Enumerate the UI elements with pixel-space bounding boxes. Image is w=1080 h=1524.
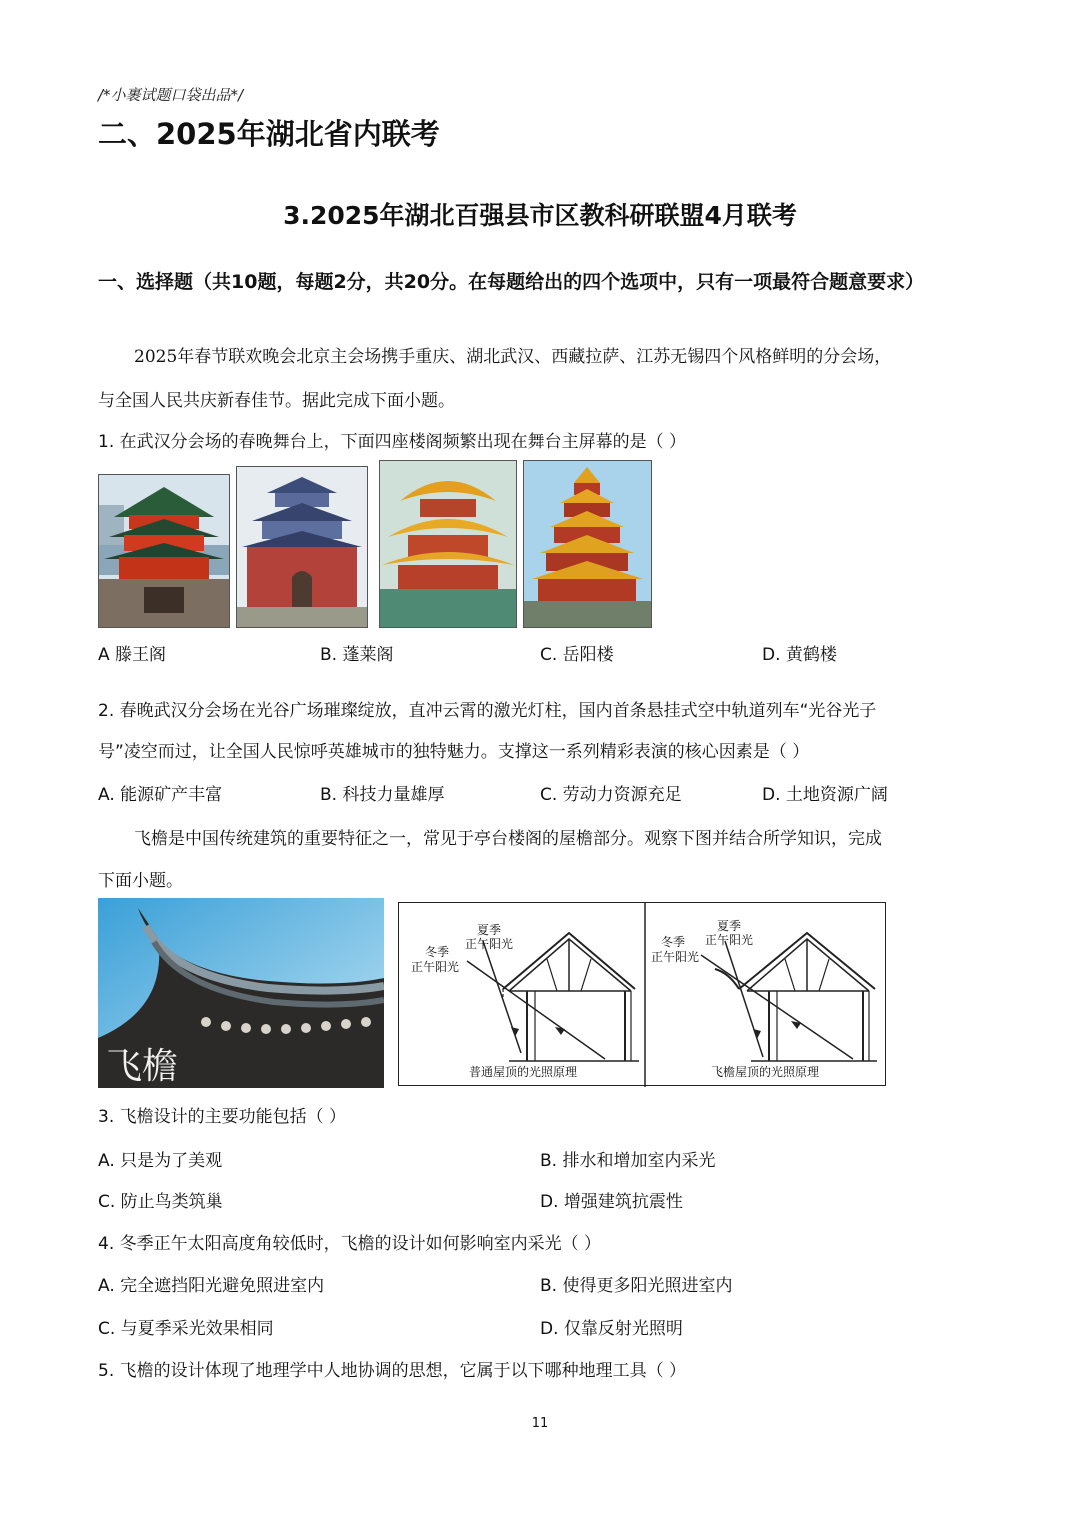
q2-option-a: A. 能源矿产丰富 xyxy=(98,785,223,805)
lighting-diagrams xyxy=(398,902,886,1086)
section-title: 二、2025年湖北省内联考 xyxy=(98,117,440,151)
q1-option-d: D. 黄鹤楼 xyxy=(762,645,837,665)
question-3-stem: 3. 飞檐设计的主要功能包括（ ） xyxy=(98,1107,347,1127)
question-1-stem: 1. 在武汉分会场的春晚舞台上，下面四座楼阁频繁出现在舞台主屏幕的是（ ） xyxy=(98,432,687,452)
q1-option-b: B. 蓬莱阁 xyxy=(320,645,394,665)
question-5-stem: 5. 飞檐的设计体现了地理学中人地协调的思想，它属于以下哪种地理工具（ ） xyxy=(98,1361,687,1381)
watermark-text: /*小裹试题口袋出品*/ xyxy=(98,86,244,104)
q4-option-a: A. 完全遮挡阳光避免照进室内 xyxy=(98,1276,325,1296)
tower-image-c xyxy=(379,460,517,628)
tower-image-a xyxy=(98,474,230,628)
passage1-line2: 与全国人民共庆新春佳节。据此完成下面小题。 xyxy=(98,391,455,411)
page-number: 11 xyxy=(531,1416,549,1431)
instructions: 一、选择题（共10题，每题2分，共20分。在每题给出的四个选项中，只有一项最符合题意要求） xyxy=(98,271,925,293)
exam-title: 3.2025年湖北百强县市区教科研联盟4月联考 xyxy=(283,201,797,230)
passage2-line1: 飞檐是中国传统建筑的重要特征之一，常见于亭台楼阁的屋檐部分。观察下图并结合所学知识，完成 xyxy=(134,829,882,849)
right-winter-label: 冬季 xyxy=(661,935,686,949)
left-summer-label: 夏季 xyxy=(477,923,502,937)
right-summer-label: 夏季 xyxy=(717,919,742,933)
tower-image-d xyxy=(523,460,652,628)
left-diagram-caption: 普通屋顶的光照原理 xyxy=(469,1065,578,1079)
right-diagram-caption: 飞檐屋顶的光照原理 xyxy=(711,1065,820,1079)
q4-option-b: B. 使得更多阳光照进室内 xyxy=(540,1276,733,1296)
q3-option-d: D. 增强建筑抗震性 xyxy=(540,1192,683,1212)
photo-label: 飞檐 xyxy=(106,1046,179,1087)
left-winter-label: 冬季 xyxy=(425,945,450,959)
q3-option-c: C. 防止鸟类筑巢 xyxy=(98,1192,223,1212)
right-summer-sun-label: 正午阳光 xyxy=(705,933,754,947)
right-winter-sun-label: 正午阳光 xyxy=(651,950,700,964)
q3-option-a: A. 只是为了美观 xyxy=(98,1151,223,1171)
q4-option-c: C. 与夏季采光效果相同 xyxy=(98,1319,274,1339)
q1-option-a: A 滕王阁 xyxy=(98,645,167,665)
q3-option-b: B. 排水和增加室内采光 xyxy=(540,1151,716,1171)
tower-image-b xyxy=(236,466,368,628)
left-winter-sun-label: 正午阳光 xyxy=(411,960,460,974)
left-summer-sun-label: 正午阳光 xyxy=(465,937,514,951)
passage2-line2: 下面小题。 xyxy=(98,871,183,891)
q4-option-d: D. 仅靠反射光照明 xyxy=(540,1319,683,1339)
question-2-stem-line2: 号”凌空而过，让全国人民惊呼英雄城市的独特魅力。支撑这一系列精彩表演的核心因素是（ ） xyxy=(98,742,810,762)
q1-option-c: C. 岳阳楼 xyxy=(540,645,614,665)
question-4-stem: 4. 冬季正午太阳高度角较低时，飞檐的设计如何影响室内采光（ ） xyxy=(98,1234,602,1254)
q2-option-d: D. 土地资源广阔 xyxy=(762,785,888,805)
passage1-line1: 2025年春节联欢晚会北京主会场携手重庆、湖北武汉、西藏拉萨、江苏无锡四个风格鲜明的分会场， xyxy=(134,347,892,367)
q2-option-c: C. 劳动力资源充足 xyxy=(540,785,682,805)
q2-option-b: B. 科技力量雄厚 xyxy=(320,785,445,805)
question-2-stem-line1: 2. 春晚武汉分会场在光谷广场璀璨绽放，直冲云霄的激光灯柱，国内首条悬挂式空中轨道列车“光谷光子 xyxy=(98,701,877,721)
flying-eave-photo xyxy=(98,898,384,1088)
